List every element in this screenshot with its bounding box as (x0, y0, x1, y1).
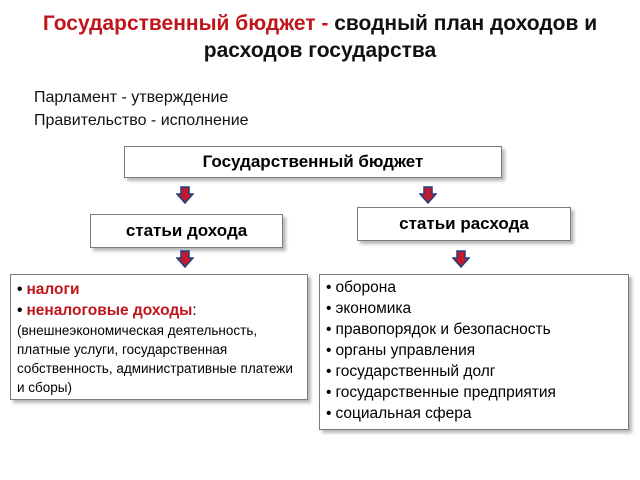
role-parliament: Парламент - утверждение (34, 89, 229, 106)
state-budget-label: Государственный бюджет (202, 152, 424, 171)
list-item: • государственный долг (326, 363, 496, 380)
list-item: • органы управления (326, 342, 476, 359)
bullet-icon: • (326, 363, 332, 380)
bullet-icon: • (17, 302, 23, 319)
arrow-down-icon (176, 250, 194, 268)
expense-list-box (319, 274, 629, 430)
list-item: • государственные предприятия (326, 384, 556, 401)
arrow-down-icon (452, 250, 470, 268)
income-items-box (90, 214, 283, 248)
expense-items-label: статьи расхода (399, 214, 529, 233)
list-item: • правопорядок и безопасность (326, 321, 551, 338)
title-part1: Государственный бюджет - (42, 12, 329, 35)
bullet-icon: • (326, 384, 332, 401)
bullet-icon: • (326, 405, 332, 422)
bullet-icon: • (17, 281, 23, 298)
state-budget-box (124, 146, 502, 178)
role-government: Правительство - исполнение (34, 112, 249, 129)
bullet-icon: • (326, 279, 332, 296)
arrow-down-icon (419, 186, 437, 204)
expense-items-box (357, 207, 571, 241)
bullet-icon: • (326, 300, 332, 317)
list-item: • оборона (326, 279, 396, 296)
roles-block (34, 86, 249, 132)
income-list-box (10, 274, 308, 400)
page-title (0, 10, 640, 64)
bullet-icon: • (326, 342, 332, 359)
list-item: • неналоговые доходы: (17, 302, 197, 319)
list-item: • налоги (17, 281, 80, 298)
list-item: • экономика (326, 300, 412, 317)
bullet-icon: • (326, 321, 332, 338)
income-details: (внешнеэкономическая деятельность, платные услуги, государственная собственность, административные платежи и сборы) (17, 323, 293, 395)
income-items-label: статьи дохода (125, 221, 248, 240)
arrow-down-icon (176, 186, 194, 204)
title-part2: сводный план доходов и расходов государства (203, 12, 598, 62)
list-item: • социальная сфера (326, 405, 472, 422)
